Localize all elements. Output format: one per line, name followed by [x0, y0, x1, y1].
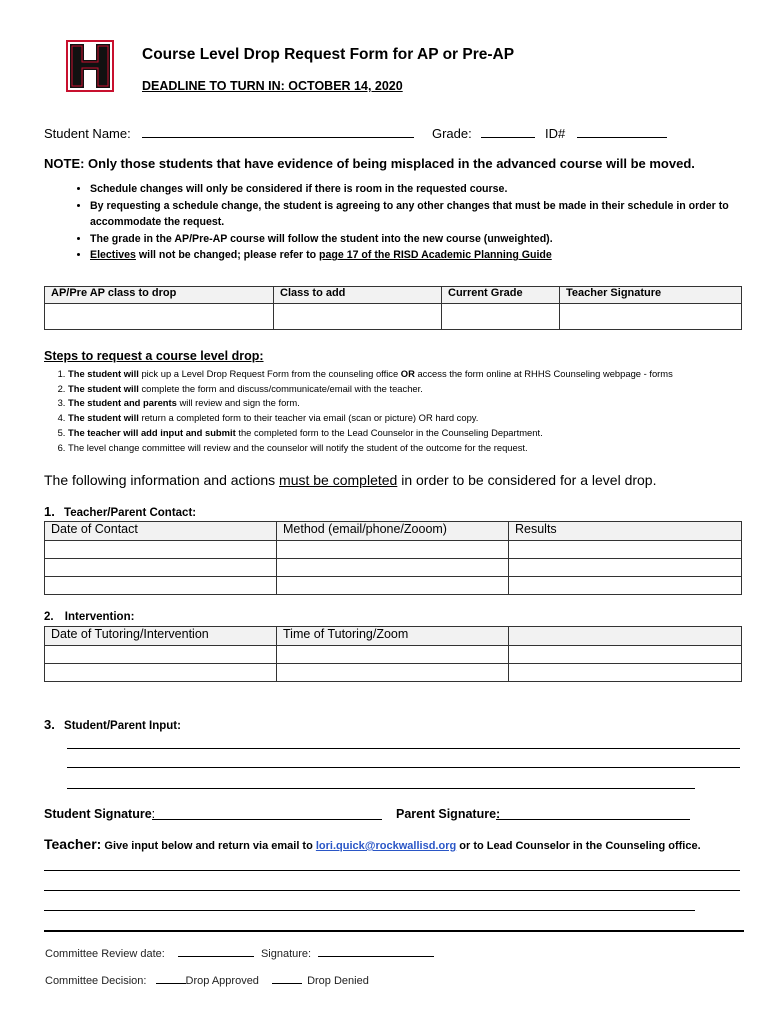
committee-signature-field[interactable] [318, 946, 434, 957]
drop-denied-field[interactable] [272, 973, 302, 984]
steps-title-text: Steps to request a course level drop [44, 349, 260, 363]
table-row [45, 304, 742, 330]
step-text: the completed form to the Lead Counselor in the Counseling Department. [235, 426, 543, 438]
table-cell[interactable] [442, 304, 560, 330]
divider [44, 930, 744, 932]
decision-label: Committee Decision: [45, 975, 147, 987]
table-row [45, 646, 742, 664]
requirements-heading [44, 472, 656, 488]
step-text: access the form online at RHHS Counseling webpage - forms [414, 368, 673, 379]
table-row [45, 664, 742, 682]
section-title: Student/Parent Input: [64, 720, 181, 732]
signature-label-colon: : [151, 807, 156, 821]
table-row [45, 541, 742, 559]
input-line[interactable] [67, 767, 740, 768]
column-header: Class to add [274, 287, 442, 304]
step-item [68, 367, 768, 382]
input-line[interactable] [67, 788, 695, 789]
column-header: Time of Tutoring/Zoom [277, 627, 509, 646]
student-name-field[interactable] [142, 125, 414, 138]
rule-item: • By requesting a schedule change, the student is agreeing to any other changes that must be made in their schedule in order to accommodate the request. [90, 198, 770, 231]
section-number: 2. [44, 611, 54, 623]
table-cell[interactable] [509, 664, 742, 682]
note: NOTE: Only those students that have evidence of being misplaced in the advanced course will be moved. [44, 156, 695, 171]
column-header: AP/Pre AP class to drop [45, 287, 274, 304]
student-signature-label [44, 807, 155, 821]
step-text: will review and sign the form. [176, 397, 300, 409]
column-header: Date of Tutoring/Intervention [45, 627, 277, 646]
section-title: Teacher/Parent Contact: [64, 507, 197, 519]
table-cell[interactable] [277, 664, 509, 682]
heading-emphasis: must be completed [279, 472, 398, 488]
section-number: 1. [44, 504, 55, 519]
table-cell[interactable] [509, 646, 742, 664]
deadline: DEADLINE TO TURN IN: OCTOBER 14, 2020 [142, 79, 403, 93]
column-header: Method (email/phone/Zooom) [277, 522, 509, 541]
heading-text: in order to be considered for a level drop. [397, 472, 657, 488]
step-item [68, 382, 768, 397]
table-cell[interactable] [274, 304, 442, 330]
intervention-table [44, 626, 742, 682]
table-row [45, 559, 742, 577]
section-number: 3. [44, 717, 55, 732]
table-cell[interactable] [277, 559, 509, 577]
table-cell[interactable] [45, 664, 277, 682]
step-text: complete the form and discuss/communicate/email with the teacher. [138, 382, 423, 394]
teacher-email-link[interactable]: lori.quick@rockwallisd.org [315, 840, 457, 852]
section-title: Intervention: [64, 611, 135, 623]
teacher-text: or to Lead Counselor in the Counseling office. [456, 840, 701, 852]
table-cell[interactable] [45, 304, 274, 330]
parent-signature-label: Parent Signature: [396, 807, 501, 821]
step-emphasis: The student and parents [68, 397, 177, 409]
rule-text: will not be changed; please refer to [135, 249, 320, 261]
step-item [68, 396, 768, 411]
step-item: 6. The level change committee will review and the counselor will notify the student of the outcome for the request. [68, 441, 768, 456]
grade-label: Grade: [431, 126, 472, 141]
step-emphasis: The student will [68, 382, 139, 394]
rule-item: • Schedule changes will only be considered if there is room in the requested course. [90, 181, 770, 198]
table-cell[interactable] [509, 541, 742, 559]
drop-approved-label: Drop Approved [185, 975, 259, 987]
review-date-field[interactable] [178, 946, 254, 957]
input-line[interactable] [67, 748, 740, 749]
rules-list [44, 181, 770, 264]
signature-label-text: Student Signature [44, 807, 152, 821]
teacher-instructions [44, 836, 701, 852]
rule-item [90, 247, 770, 264]
step-emphasis: The teacher will add input and submit [68, 426, 236, 438]
table-cell[interactable] [509, 577, 742, 595]
id-label: ID# [544, 126, 566, 141]
drop-approved-field[interactable] [156, 973, 186, 984]
contact-table [44, 521, 742, 595]
steps-title-colon: : [259, 349, 264, 363]
committee-review-row [45, 946, 434, 960]
column-header [509, 627, 742, 646]
teacher-input-line[interactable] [44, 910, 695, 911]
table-cell[interactable] [560, 304, 742, 330]
grade-field[interactable] [481, 125, 535, 138]
rule-item: • The grade in the AP/Pre-AP course will follow the student into the new course (unweighted). [90, 231, 770, 248]
student-info-line [44, 125, 667, 141]
table-cell[interactable] [45, 646, 277, 664]
step-item [68, 411, 768, 426]
section-1-heading [44, 504, 196, 519]
school-logo [66, 40, 114, 92]
step-emphasis: OR [400, 368, 415, 379]
committee-signature-label: Signature: [260, 948, 312, 960]
step-text: pick up a Level Drop Request Form from the counseling office [138, 368, 401, 379]
column-header: Results [509, 522, 742, 541]
section-3-heading [44, 717, 181, 732]
table-cell[interactable] [509, 559, 742, 577]
id-field[interactable] [577, 125, 667, 138]
planning-guide-link[interactable]: page 17 of the RISD Academic Planning Guide [319, 249, 552, 261]
table-row [45, 577, 742, 595]
drop-denied-label: Drop Denied [307, 975, 369, 987]
electives-text: Electives [90, 249, 136, 261]
step-emphasis: The student will [68, 368, 139, 379]
step-item [68, 426, 768, 441]
heading-text: The following information and actions [44, 472, 280, 488]
teacher-text: Give input below and return via email to [101, 840, 316, 852]
teacher-label: Teacher: [44, 836, 102, 852]
table-cell[interactable] [45, 577, 277, 595]
column-header: Current Grade [442, 287, 560, 304]
student-signature-field[interactable] [152, 819, 382, 820]
table-cell[interactable] [45, 541, 277, 559]
table-cell[interactable] [277, 577, 509, 595]
step-text: return a completed form to their teacher via email (scan or picture) OR hard copy. [138, 412, 479, 424]
step-emphasis: The student will [68, 412, 139, 424]
committee-decision-row [45, 973, 369, 987]
teacher-input-line[interactable] [44, 870, 740, 871]
column-header: Teacher Signature [560, 287, 742, 304]
steps-list [44, 367, 768, 455]
table-cell[interactable] [277, 541, 509, 559]
teacher-input-line[interactable] [44, 890, 740, 891]
steps-title [44, 349, 264, 363]
table-cell[interactable] [45, 559, 277, 577]
form-title: Course Level Drop Request Form for AP or Pre-AP [142, 46, 515, 63]
section-2-heading [44, 611, 134, 623]
student-name-label: Student Name: [44, 126, 131, 141]
parent-signature-field[interactable] [496, 819, 690, 820]
review-date-label: Committee Review date: [45, 948, 165, 960]
table-cell[interactable] [277, 646, 509, 664]
column-header: Date of Contact [45, 522, 277, 541]
drop-request-table [44, 286, 742, 330]
